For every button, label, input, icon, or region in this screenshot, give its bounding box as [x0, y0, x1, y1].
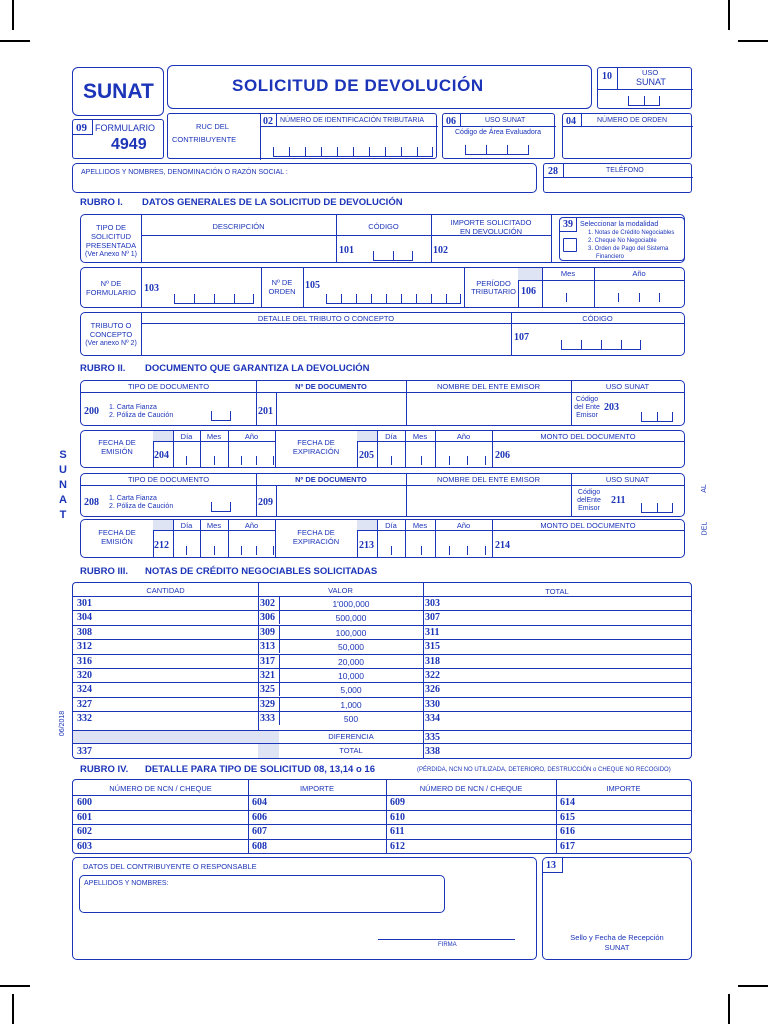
name-label: APELLIDOS Y NOMBRES, DENOMINACIÓN O RAZÓN SOCIAL :: [81, 169, 288, 176]
tipo-doc-header: TIPO DE DOCUMENTO: [127, 382, 210, 391]
ruc-input[interactable]: [273, 146, 433, 157]
ente-header: NOMBRE DEL ENTE EMISOR: [436, 382, 541, 391]
field-107-input[interactable]: [561, 339, 641, 350]
valor-code: 302: [260, 598, 275, 609]
ncn-field-input[interactable]: [272, 811, 382, 823]
field-102-number: 102: [433, 245, 448, 256]
ncn-field-code: 616: [560, 826, 575, 837]
field-28-label: TELÉFONO: [606, 167, 644, 174]
ruc-label: RUC DEL: [196, 122, 229, 131]
mes-label: Mes: [206, 432, 222, 441]
ncn-table: [72, 779, 692, 854]
total-header: TOTAL: [545, 587, 569, 596]
valor-amount: 50,000: [338, 642, 364, 653]
firma-label: FIRMA: [438, 942, 457, 948]
total-code: 322: [425, 670, 440, 681]
version-code: 06/2018: [59, 710, 67, 737]
detalle-header: DETALLE DEL TRIBUTO O CONCEPTO: [257, 314, 395, 323]
ncn-field-code: 606: [252, 811, 267, 823]
field-201-number: 201: [258, 406, 273, 417]
tributo-box: [80, 312, 685, 356]
documento-1-box: [80, 380, 685, 426]
tipo-label: SOLICITUD: [90, 232, 131, 241]
field-204-number: 204: [154, 450, 169, 461]
tipo-label: TIPO DE: [95, 223, 126, 232]
valor-amount: 20,000: [338, 656, 364, 667]
crop-mark: [738, 985, 768, 987]
ncn-header: NÚMERO DE NCN / CHEQUE: [109, 784, 212, 793]
ncn-field-input[interactable]: [410, 811, 552, 823]
field-39-box: [559, 217, 685, 261]
uso-sunat-header: USO SUNAT: [605, 475, 650, 484]
dia-label: Día: [385, 521, 397, 530]
field-04-label: NÚMERO DE ORDEN: [597, 117, 668, 124]
field-10-box: [597, 67, 692, 109]
field-213-number: 213: [359, 540, 374, 551]
dia-label: Día: [180, 432, 193, 441]
valor-code: 313: [260, 641, 275, 653]
cantidad-input[interactable]: [95, 683, 255, 695]
ncn-field-code: 607: [252, 826, 267, 837]
mes-label: Mes: [412, 432, 428, 441]
codigo-ente-label: Código: [575, 396, 599, 403]
field-337-number: 337: [77, 746, 92, 757]
periodo-label: TRIBUTARIO: [471, 287, 516, 296]
ncn-header: NÚMERO DE NCN / CHEQUE: [419, 784, 523, 793]
sello-box: [542, 857, 692, 960]
logo-box: [72, 67, 164, 116]
total-input[interactable]: [445, 655, 685, 667]
fecha-expiracion-label: EXPIRACIÓN: [292, 537, 340, 546]
ncn-field-code: 614: [560, 797, 575, 808]
mes-label: Mes: [412, 521, 428, 530]
ncn-field-input[interactable]: [580, 811, 710, 823]
sunat-logo: SUNAT: [83, 80, 154, 103]
total-code: 334: [425, 713, 440, 725]
modalidad-option: 1. Notas de Crédito Negociables: [588, 230, 675, 236]
field-208-number: 208: [84, 497, 99, 508]
tipo-doc-header: TIPO DE DOCUMENTO: [127, 475, 210, 484]
fecha-expiracion-label: FECHA DE: [297, 528, 335, 537]
rubro-4-title: DETALLE PARA TIPO DE SOLICITUD 08, 13,14 o 16: [145, 764, 375, 775]
codigo-header: CÓDIGO: [368, 222, 399, 231]
doc-option: 1. Carta Fianza: [109, 495, 157, 502]
fecha-emision-label: FECHA DE: [98, 528, 136, 537]
total-input[interactable]: [445, 611, 685, 623]
field-107-number: 107: [514, 332, 529, 343]
field-200-number: 200: [84, 406, 99, 417]
formulario-periodo-box: [80, 267, 685, 308]
norden-label: Nº DE: [271, 278, 293, 287]
importe-header: EN DEVOLUCIÓN: [459, 227, 523, 236]
tributo-label: TRIBUTO O: [90, 321, 132, 330]
cantidad-code: 327: [77, 698, 92, 710]
side-letter: S: [59, 449, 67, 461]
total-input[interactable]: [445, 597, 685, 609]
ncn-field-code: 615: [560, 811, 575, 823]
nota-row: [73, 625, 691, 639]
field-101-number: 101: [339, 245, 354, 256]
field-335-number: 335: [425, 732, 440, 743]
total-code: 303: [425, 598, 440, 609]
valor-code: 317: [260, 655, 275, 667]
uso-sunat-header: USO SUNAT: [605, 382, 650, 391]
valor-amount: 500: [343, 714, 359, 725]
diferencia-label: DIFERENCIA: [328, 732, 374, 741]
total-input[interactable]: [445, 698, 685, 710]
field-10-number: 10: [602, 71, 612, 82]
field-105-input[interactable]: [326, 293, 461, 304]
side-letter: A: [59, 494, 67, 506]
field-04-box[interactable]: [562, 113, 692, 159]
ncn-field-code: 602: [77, 826, 92, 837]
apellidos-label: APELLIDOS Y NOMBRES:: [84, 880, 169, 887]
page-title: SOLICITUD DE DEVOLUCIÓN: [232, 76, 484, 95]
datos-label: DATOS DEL CONTRIBUYENTE O RESPONSABLE: [83, 862, 257, 871]
rubro-3-prefix: RUBRO III.: [80, 566, 129, 577]
ncn-field-input[interactable]: [410, 825, 552, 837]
ncn-field-code: 603: [77, 840, 92, 852]
valor-code: 329: [260, 698, 275, 710]
modalidad-option: 2. Cheque No Negociable: [588, 238, 657, 244]
nform-label: FORMULARIO: [85, 288, 136, 297]
importe-header: IMPORTE: [299, 784, 335, 793]
nota-row: [73, 668, 691, 682]
sello-label: SUNAT: [604, 943, 630, 952]
field-203-input[interactable]: [641, 411, 673, 422]
rubro-4-subtitle: (PÉRDIDA, NCN NO UTILIZADA, DETERIORO, DESTRUCCIÓN o CHEQUE NO RECOGIDO): [417, 767, 671, 773]
crop-mark: [0, 40, 30, 42]
total-code: 330: [425, 698, 440, 710]
total-code: 318: [425, 655, 440, 667]
valor-amount: 10,000: [338, 671, 364, 681]
fecha-expiracion-label: FECHA DE: [297, 438, 335, 447]
nota-row: [73, 654, 691, 668]
field-13-number: 13: [546, 860, 556, 871]
field-04-number: 04: [566, 116, 576, 127]
field-106-number: 106: [521, 286, 536, 297]
cantidad-input[interactable]: [95, 712, 255, 724]
valor-amount: 1,000: [340, 699, 362, 710]
total-label: TOTAL: [339, 746, 363, 755]
num-doc-header: Nº DE DOCUMENTO: [295, 475, 367, 484]
field-211-input[interactable]: [641, 502, 673, 513]
total-code: 311: [425, 626, 440, 638]
dia-label: Día: [180, 521, 193, 530]
field-02-number: 02: [263, 116, 273, 127]
ncn-field-code: 610: [390, 811, 405, 823]
solicitud-type-box: [80, 214, 685, 263]
valor-amount: 500,000: [335, 613, 367, 624]
fechas-2-box: [80, 519, 685, 558]
cantidad-code: 304: [77, 612, 92, 624]
valor-code: 333: [260, 713, 275, 725]
doc-option: 1. Carta Fianza: [109, 404, 157, 411]
ncn-field-code: 612: [390, 840, 405, 852]
field-28-box[interactable]: [543, 163, 692, 193]
total-input[interactable]: [445, 640, 685, 652]
nform-label: Nº DE: [100, 279, 122, 288]
ncn-field-input[interactable]: [580, 825, 710, 837]
ncn-field-input[interactable]: [272, 825, 382, 837]
codigo-ente-label: delEnte: [577, 497, 601, 504]
codigo-ente-label: del Ente: [574, 404, 600, 411]
ncn-field-input[interactable]: [97, 796, 244, 808]
total-input[interactable]: [445, 626, 685, 638]
total-code: 315: [425, 641, 440, 653]
field-39-number: 39: [563, 219, 573, 230]
tributo-label: (Ver anexo Nº 2): [85, 340, 137, 347]
rubro-3-title: NOTAS DE CRÉDITO NEGOCIABLES SOLICITADAS: [145, 566, 378, 577]
nota-row: [73, 697, 691, 711]
valor-header: VALOR: [328, 586, 353, 595]
fecha-emision-label: EMISIÓN: [101, 447, 133, 456]
field-203-number: 203: [604, 402, 619, 413]
crop-mark: [12, 994, 14, 1024]
anio-label: Año: [244, 521, 259, 530]
ncn-row: [73, 824, 691, 838]
apellidos-field[interactable]: [79, 875, 445, 913]
field-206-number: 206: [495, 450, 510, 461]
total-input[interactable]: [445, 669, 685, 681]
contribuyente-box: [72, 857, 537, 960]
valor-amount: 1'000,000: [332, 599, 370, 609]
ncn-field-code: 617: [560, 840, 575, 852]
field-208-input[interactable]: [211, 501, 231, 512]
field-06-label: USO SUNAT: [485, 117, 526, 124]
ncn-field-input[interactable]: [410, 796, 552, 808]
cantidad-code: 320: [77, 670, 92, 681]
crop-mark: [12, 0, 14, 30]
num-doc-header: Nº DE DOCUMENTO: [295, 382, 367, 391]
tributo-label: CONCEPTO: [89, 330, 133, 339]
periodo-anio-input[interactable]: [618, 292, 660, 302]
monto-header: MONTO DEL DOCUMENTO: [540, 521, 636, 530]
field-101-input[interactable]: [373, 250, 413, 261]
field-212-number: 212: [154, 540, 169, 551]
doc-option: 2. Póliza de Caución: [109, 503, 174, 510]
field-338-number: 338: [425, 746, 440, 757]
descripcion-header: DESCRIPCIÓN: [212, 222, 265, 231]
cantidad-code: 332: [77, 713, 92, 725]
field-214-number: 214: [495, 540, 510, 551]
fechas-1-box: [80, 430, 685, 468]
field-06-number: 06: [446, 116, 456, 127]
fecha-expiracion-label: EXPIRACIÓN: [292, 447, 340, 456]
monto-header: MONTO DEL DOCUMENTO: [540, 432, 636, 441]
fecha-emision-label: EMISIÓN: [101, 537, 133, 546]
side-letter: N: [59, 479, 67, 491]
ncn-row: [73, 795, 691, 809]
periodo-mes-input[interactable]: [566, 292, 567, 302]
ncn-field-code: 604: [252, 797, 267, 808]
fecha-expiracion-input[interactable]: [391, 545, 486, 555]
mes-label: Mes: [560, 269, 576, 278]
ente-header: NOMBRE DEL ENTE EMISOR: [436, 475, 541, 484]
anio-label: Año: [632, 269, 646, 278]
field-09-number: 09: [76, 122, 87, 134]
nota-row: [73, 639, 691, 653]
ncn-field-code: 600: [77, 797, 92, 808]
codigo-ente-label: Emisor: [578, 505, 600, 512]
field-200-input[interactable]: [211, 410, 231, 421]
cantidad-code: 308: [77, 626, 92, 638]
rubro-1-prefix: RUBRO I.: [80, 197, 123, 208]
total-input[interactable]: [445, 683, 685, 695]
cantidad-code: 316: [77, 655, 92, 667]
documento-2-box: [80, 473, 685, 517]
tipo-label: (Ver Anexo Nº 1): [85, 251, 137, 258]
modalidad-checkbox[interactable]: [563, 238, 577, 252]
ncn-field-code: 608: [252, 840, 267, 852]
ncn-field-code: 611: [390, 826, 405, 837]
ncn-field-input[interactable]: [97, 825, 244, 837]
ruc-label: CONTRIBUYENTE: [172, 135, 237, 144]
dia-label: Día: [385, 432, 397, 441]
field-02-label: NÚMERO DE IDENTIFICACIÓN TRIBUTARIA: [280, 117, 425, 124]
field-10-label: SUNAT: [636, 77, 666, 87]
cantidad-code: 301: [77, 598, 92, 609]
ruc-box: [167, 113, 437, 159]
ncn-field-input[interactable]: [580, 796, 710, 808]
ncn-field-input[interactable]: [272, 840, 382, 852]
field-205-number: 205: [359, 450, 374, 461]
field-211-number: 211: [611, 495, 626, 506]
anio-label: Año: [456, 521, 471, 530]
crop-mark: [728, 994, 730, 1024]
total-input[interactable]: [445, 712, 685, 724]
cantidad-code: 324: [77, 684, 92, 696]
modalidad-option: Financiero: [596, 254, 625, 260]
cantidad-input[interactable]: [95, 655, 255, 667]
nota-row: [73, 682, 691, 696]
valor-code: 321: [260, 670, 275, 681]
total-code: 307: [425, 612, 440, 624]
rubro-2-prefix: RUBRO II.: [80, 363, 126, 374]
codigo-ente-label: Código: [577, 489, 601, 496]
total-code: 326: [425, 684, 440, 696]
fecha-emision-label: FECHA DE: [98, 438, 136, 447]
field-06-input[interactable]: [465, 144, 529, 155]
notas-credito-table: [72, 582, 692, 759]
crop-mark: [0, 985, 30, 987]
valor-amount: 100,000: [335, 627, 367, 638]
field-105-number: 105: [305, 280, 320, 291]
field-103-number: 103: [144, 283, 159, 294]
form-number-box: [72, 119, 164, 159]
name-box[interactable]: [72, 163, 537, 193]
crop-mark: [728, 0, 730, 30]
valor-code: 306: [260, 612, 275, 624]
title-box: [167, 65, 592, 109]
ncn-field-input[interactable]: [97, 811, 244, 823]
doc-option: 2. Póliza de Caución: [109, 412, 174, 419]
ncn-row: [73, 839, 691, 853]
form-number: 4949: [111, 136, 147, 153]
cantidad-header: CANTIDAD: [146, 586, 185, 595]
cantidad-input[interactable]: [95, 611, 255, 623]
field-06-sublabel: Código de Área Evaluadora: [455, 129, 542, 136]
ncn-field-code: 601: [77, 811, 92, 823]
field-10-label: USO: [642, 68, 659, 77]
field-209-number: 209: [258, 497, 273, 508]
side-al: AL: [700, 484, 708, 493]
valor-code: 325: [260, 684, 275, 696]
importe-header: IMPORTE SOLICITADO: [450, 218, 532, 227]
tipo-label: PRESENTADA: [85, 241, 137, 250]
side-letter: T: [59, 509, 67, 521]
cantidad-code: 312: [77, 641, 92, 653]
rubro-2-title: DOCUMENTO QUE GARANTIZA LA DEVOLUCIÓN: [145, 363, 370, 374]
form-label: FORMULARIO: [95, 123, 156, 133]
importe-header: IMPORTE: [606, 784, 641, 793]
ncn-field-input[interactable]: [272, 796, 382, 808]
anio-label: Año: [456, 432, 471, 441]
field-06-box: [442, 113, 555, 159]
valor-amount: 5,000: [340, 685, 362, 696]
side-letter: U: [59, 464, 67, 476]
valor-code: 309: [260, 626, 275, 638]
nota-row: [73, 711, 691, 725]
ncn-field-input[interactable]: [580, 840, 710, 852]
cantidad-input[interactable]: [95, 640, 255, 652]
nota-row: [73, 596, 691, 610]
rubro-1-title: DATOS GENERALES DE LA SOLICITUD DE DEVOLUCIÓN: [142, 197, 403, 208]
codigo-ente-label: Emisor: [576, 412, 598, 419]
sello-label: Sello y Fecha de Recepción: [570, 933, 664, 942]
nota-row: [73, 610, 691, 624]
field-10-input[interactable]: [628, 95, 660, 106]
ncn-field-code: 609: [390, 797, 405, 808]
mes-label: Mes: [206, 521, 222, 530]
cantidad-input[interactable]: [95, 669, 255, 681]
periodo-label: PERÍODO: [476, 279, 511, 288]
cantidad-input[interactable]: [95, 597, 255, 609]
ncn-row: [73, 810, 691, 824]
fecha-emision-input[interactable]: [186, 455, 274, 465]
ncn-field-input[interactable]: [97, 840, 244, 852]
rubro-4-prefix: RUBRO IV.: [80, 764, 129, 775]
fecha-emision-input[interactable]: [186, 545, 274, 555]
codigo-header: CÓDIGO: [582, 314, 613, 323]
modalidad-title: Seleccionar la modalidad: [580, 221, 659, 228]
anio-label: Año: [244, 432, 259, 441]
field-103-input[interactable]: [174, 293, 254, 304]
fecha-expiracion-input[interactable]: [391, 455, 486, 465]
side-sunat-vertical: [55, 448, 71, 523]
firma-line[interactable]: [378, 939, 515, 940]
ncn-field-input[interactable]: [410, 840, 552, 852]
norden-label: ORDEN: [268, 287, 296, 296]
cantidad-input[interactable]: [95, 626, 255, 638]
modalidad-option: 3. Orden de Pago del Sistema: [588, 246, 669, 252]
cantidad-input[interactable]: [95, 698, 255, 710]
side-del: DEL: [701, 521, 709, 536]
crop-mark: [738, 40, 768, 42]
field-28-number: 28: [548, 166, 558, 177]
